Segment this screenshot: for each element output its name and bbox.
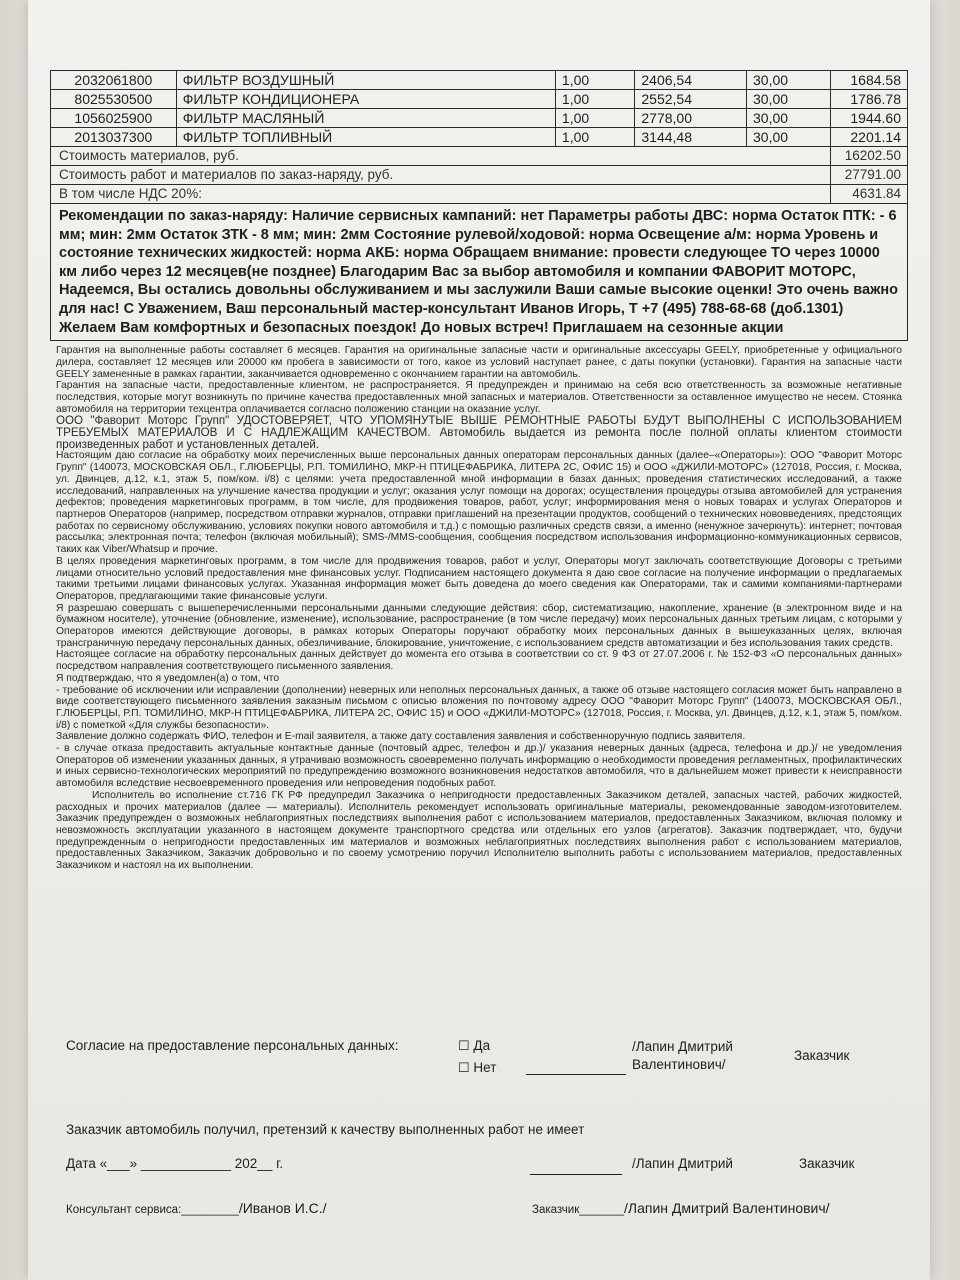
customer-fio-line2: Валентинович/ xyxy=(632,1057,726,1072)
item-name: ФИЛЬТР ТОПЛИВНЫЙ xyxy=(176,128,555,147)
consultant-name: /Иванов И.С./ xyxy=(238,1200,327,1216)
customer-label: Заказчик xyxy=(532,1204,580,1216)
consent-label: Согласие на предоставление персональных данных: xyxy=(66,1038,399,1053)
total-label: Стоимость работ и материалов по заказ-наряду, руб. xyxy=(51,166,831,185)
table-row xyxy=(51,71,908,90)
item-sum: 1944.60 xyxy=(830,109,908,128)
warranty-paragraph: Гарантия на выполненные работы составляет 6 месяцев. Гарантия на оригинальные запасные части и оригинальные аксессуары GEELY, приобретенные у официального дилера, составляет 12 месяцев или 20000 км пробега в зависимости от того, какое из условий наступает ранее, с даты покупки (установки). Гарантия на запасные части GEELY замененные в рамках гарантии, заканчивается одновременно с окончанием гарантии на автомобиль. xyxy=(56,345,902,380)
item-qty: 1,00 xyxy=(555,90,634,109)
customer-blank: _______ xyxy=(579,1204,625,1216)
total-row xyxy=(51,147,908,166)
actions-paragraph: Я разрешаю совершать с вышеперечисленными персональными данными следующие действия: сбор, систематизацию, накопление, хранение (в электронном виде и на бумажном носителе), уточнение (обновление, изменение), использование, распространение (в том числе передачу) моих персональных данных третьим лицам, с которыми у Операторов имеются действующие договоры, в рамках которых Операторы поручают обработку моих персональных данных в вышеуказанных целях, включая трансграничную передачу персональных данных, обезличивание, блокирование, уничтожение, с использованием средств автоматизации и без использования таких средств. xyxy=(56,602,902,649)
item-name: ФИЛЬТР КОНДИЦИОНЕРА xyxy=(176,90,555,109)
revocation-paragraph: - требование об исключении или исправлении (дополнении) неверных или неполных персональных данных, а также об отзыве настоящего согласия может быть направлено в виде соответствующего письменного заявления заказным письмом с описью вложения по почтовому адресу ООО "Фаворит Моторс Групп" (140073, МОСКОВСКАЯ ОБЛ., Г.ЛЮБЕРЦЫ, Р.П. ТОМИЛИНО, МКР-Н ПТИЦЕФАБРИКА, ЛИТЕРА 2С, ОФИС 15) и ООО «ДЖИЛИ-МОТОРС» (127018, Россия, г. Москва, ул. Двинцев, д.12, к.1, этаж 5, пом/ком. i/8) с пометкой «Для службы безопасности». xyxy=(56,684,902,731)
checkbox-icon[interactable]: ☐ xyxy=(458,1060,470,1075)
item-name: ФИЛЬТР МАСЛЯНЫЙ xyxy=(176,109,555,128)
date-field: Дата «___» ____________ 202__ г. xyxy=(66,1156,284,1171)
item-sum: 1786.78 xyxy=(830,90,908,109)
marketing-paragraph: В целях проведения маркетинговых программ, в том числе для продвижения товаров, работ и услуг, Операторы могут заключать соответствующие Договоры с третьими лицами относительно условий предоставления мне финансовых услуг. Подписанием настоящего документа я даю свое согласие на получение информации о предлагаемых такими третьими лицами финансовых услугах. Указанная информация может быть доведена до моего сведения как Операторами, так и самими компаниями-партнерами Операторов, предлагающими такие финансовые услуги. xyxy=(56,555,902,602)
recommendations-text: Рекомендации по заказ-наряду: Наличие сервисных кампаний: нет Параметры работы ДВС: норма Остаток ПТК: - 6 мм; мин: 2мм Остаток ЗТК - 8 мм; мин: 2мм Состояние рулевой/ходовой: норма Освещение а/м: норма Уровень и состояние технических жидкостей: норма АКБ: норма Обращаем внимание: провести следующее ТО через 10000 км либо через 12 месяцев(не позднее) Благодарим Вас за выбор автомобиля и компании ФАВОРИТ МОТОРС, Надеемся, Вы остались довольны обслуживанием и мы заслужили Ваши самые высокие оценки! Это очень важно для нас! С Уважением, Ваш персональный мастер-консультант Иванов Игорь, Т +7 (495) 788-68-68 (доб.1301) Желаем Вам комфортных и безопасных поездок! До новых встреч! Приглашаем на сезонные акции xyxy=(51,204,908,341)
total-row xyxy=(51,166,908,185)
item-sum: 1684.58 xyxy=(830,71,908,90)
consent-no-label: Нет xyxy=(473,1060,497,1075)
consultant-label: Консультант сервиса: xyxy=(66,1204,182,1216)
recommendations-row xyxy=(51,204,908,341)
item-code: 2032061800 xyxy=(51,71,177,90)
item-code: 2013037300 xyxy=(51,128,177,147)
table-row xyxy=(51,109,908,128)
total-label: Стоимость материалов, руб. xyxy=(51,147,831,166)
item-price: 2778,00 xyxy=(635,109,747,128)
refusal-paragraph: - в случае отказа предоставить актуальные контактные данные (почтовый адрес, телефон и др.)/ указания неверных данных (адреса, телефона и др.)/ не уведомления Операторов об изменении указанных данных, я утрачиваю возможность своевременно получать информацию о необходимости проведения регламентных, профилактических и иных сервисно-технологических мероприятий по предупреждению возможного возникновения недостатков автомобиля, что в дальнейшем может привести к неисправности автомобиля вследствие несвоевременного проведения или непроведения подобных работ. xyxy=(56,743,902,790)
customer-role: Заказчик xyxy=(799,1156,855,1171)
item-code: 8025530500 xyxy=(51,90,177,109)
notice-paragraph: Я подтверждаю, что я уведомлен(а) о том, что xyxy=(56,672,280,684)
total-value: 16202.50 xyxy=(830,147,908,166)
item-price: 2406,54 xyxy=(635,71,747,90)
item-discount: 30,00 xyxy=(747,128,830,147)
item-price: 2552,54 xyxy=(635,90,747,109)
consultant-signature xyxy=(66,1200,327,1216)
received-statement: Заказчик автомобиль получил, претензий к качеству выполненных работ не имеет xyxy=(66,1122,585,1137)
signature-line xyxy=(526,1074,626,1075)
item-discount: 30,00 xyxy=(747,90,830,109)
checkbox-icon[interactable]: ☐ xyxy=(458,1038,470,1053)
item-code: 1056025900 xyxy=(51,109,177,128)
item-qty: 1,00 xyxy=(555,71,634,90)
consent-yes-option[interactable] xyxy=(458,1038,490,1054)
item-discount: 30,00 xyxy=(747,71,830,90)
signature-line xyxy=(530,1174,622,1175)
validity-paragraph: Настоящее согласие на обработку персональных данных действует до момента его отзыва в соответствии со ст. 9 ФЗ от 27.07.2006 г. № 152-ФЗ «О персональных данных» посредством направления соответствующего письменного заявления. xyxy=(56,649,902,673)
customer-name: /Лапин Дмитрий Валентинович/ xyxy=(624,1200,830,1216)
customer-fio xyxy=(632,1038,733,1074)
item-sum: 2201.14 xyxy=(830,128,908,147)
total-row xyxy=(51,185,908,204)
quality-paragraph: ООО "Фаворит Моторс Групп" УДОСТОВЕРЯЕТ, ЧТО УПОМЯНУТЫЕ ВЫШЕ РЕМОНТНЫЕ РАБОТЫ БУДУТ ВЫПОЛНЕНЫ С ИСПОЛЬЗОВАНИЕМ ТРЕБУЕМЫХ МАТЕРИАЛОВ И С НАДЛЕЖАЩИМ КАЧЕСТВОМ. Автомобиль выдается из ремонта после полной оплаты клиентом стоимости произведенных работ и установленных деталей. xyxy=(56,414,902,451)
application-paragraph: Заявление должно содержать ФИО, телефон и E-mail заявителя, а также дату составления заявления и собственноручную подпись заявителя. xyxy=(56,731,746,743)
item-discount: 30,00 xyxy=(747,109,830,128)
table-row xyxy=(51,90,908,109)
items-table xyxy=(50,70,908,341)
item-qty: 1,00 xyxy=(555,128,634,147)
customer-role: Заказчик xyxy=(794,1048,850,1063)
terms-text xyxy=(56,345,902,872)
consent-section xyxy=(66,1038,896,1078)
customer-fio: /Лапин Дмитрий xyxy=(632,1156,733,1171)
customer-fio-line1: /Лапин Дмитрий xyxy=(632,1039,733,1054)
table-row xyxy=(51,128,908,147)
consent-no-option[interactable] xyxy=(458,1060,496,1076)
total-value: 4631.84 xyxy=(830,185,908,204)
personal-data-paragraph: Настоящим даю согласие на обработку моих перечисленных выше персональных данных операторам персональных данных (далее–«Операторы»): ООО "Фаворит Моторс Групп" (140073, МОСКОВСКАЯ ОБЛ., Г.ЛЮБЕРЦЫ, Р.П. ТОМИЛИНО, МКР-Н ПТИЦЕФАБРИКА, ЛИТЕРА 2С, ОФИС 15) и ООО «ДЖИЛИ-МОТОРС» (127018, Россия, г. Москва, ул. Двинцев, д.12, к.1, этаж 5, пом/ком. i/8) с целями: учета предоставленной мной информации в базах данных; проведения статистических исследований, а также исследований, направленных на улучшение качества продукции и услуг; оказания услуг помощи на дорогах; осуществления процедуры отзыва автомобилей для устранения дефектов; проведения маркетинговых программ, в том числе, для продвижения товаров, работ, услуг; информирования меня о новых товарах и услугах Операторов и партнеров Операторов (например, посредством отправки журналов, отправки приглашений на презентации продуктов, сообщений о технических нововведениях, предстоящих работах по сервисному обслуживанию, условиях покупки нового автомобиля и т.д.) с помощью различных средств связи, а именно (ненужное зачеркнуть): интернет; почтовая рассылка; электронная почта; телефон (включая мобильный); SMS-/MMS-сообщения, сообщения посредством использования информационно-коммуникационных сервисов, таких как Viber/Whatsup и прочие. xyxy=(56,450,902,556)
consent-yes-label: Да xyxy=(473,1038,491,1053)
document-content xyxy=(50,70,908,872)
customer-signature xyxy=(532,1200,830,1216)
client-parts-paragraph: Гарантия на запасные части, предоставленные клиентом, не распространяется. Я предупрежден и принимаю на себя всю ответственность за возможные негативные последствия, которые могут возникнуть по причине качества предоставленных мной запасных и материалов. Ответственности за оставленное имущество не несем. Стоянка автомобиля на территории техцентра оплачивается согласно положению станции на оказание услуг. xyxy=(56,380,902,415)
materials-paragraph: Исполнитель во исполнение ст.716 ГК РФ предупредил Заказчика о непригодности предоставленных Заказчиком деталей, запасных частей, рабочих жидкостей, расходных и прочих материалов (далее — материалы). Исполнитель рекомендует использовать оригинальные материалы, рекомендованные заводом-изготовителем. Заказчик предупрежден о возможных неблагоприятных последствиях выполнения работ с использованием материалов, предоставленных Заказчиком, включая поломку и невозможность эксплуатации указанного в настоящем документе транспортного средства или отдельных его узлов (агрегатов). Заказчик подтверждает, что, будучи предупрежденным о непригодности предоставленных им материалов и возможных неблагоприятных последствиях выполнения работ с использованием материалов, предоставленных Заказчиком, Заказчик добровольно и по своему усмотрению поручил Исполнителю выполнить работы с использованием материалов, предоставленных Заказчиком и настоял на их выполнении. xyxy=(56,789,902,872)
item-name: ФИЛЬТР ВОЗДУШНЫЙ xyxy=(176,71,555,90)
total-value: 27791.00 xyxy=(830,166,908,185)
consultant-blank: _________ xyxy=(181,1204,239,1216)
total-label: В том числе НДС 20%: xyxy=(51,185,831,204)
item-price: 3144,48 xyxy=(635,128,747,147)
item-qty: 1,00 xyxy=(555,109,634,128)
